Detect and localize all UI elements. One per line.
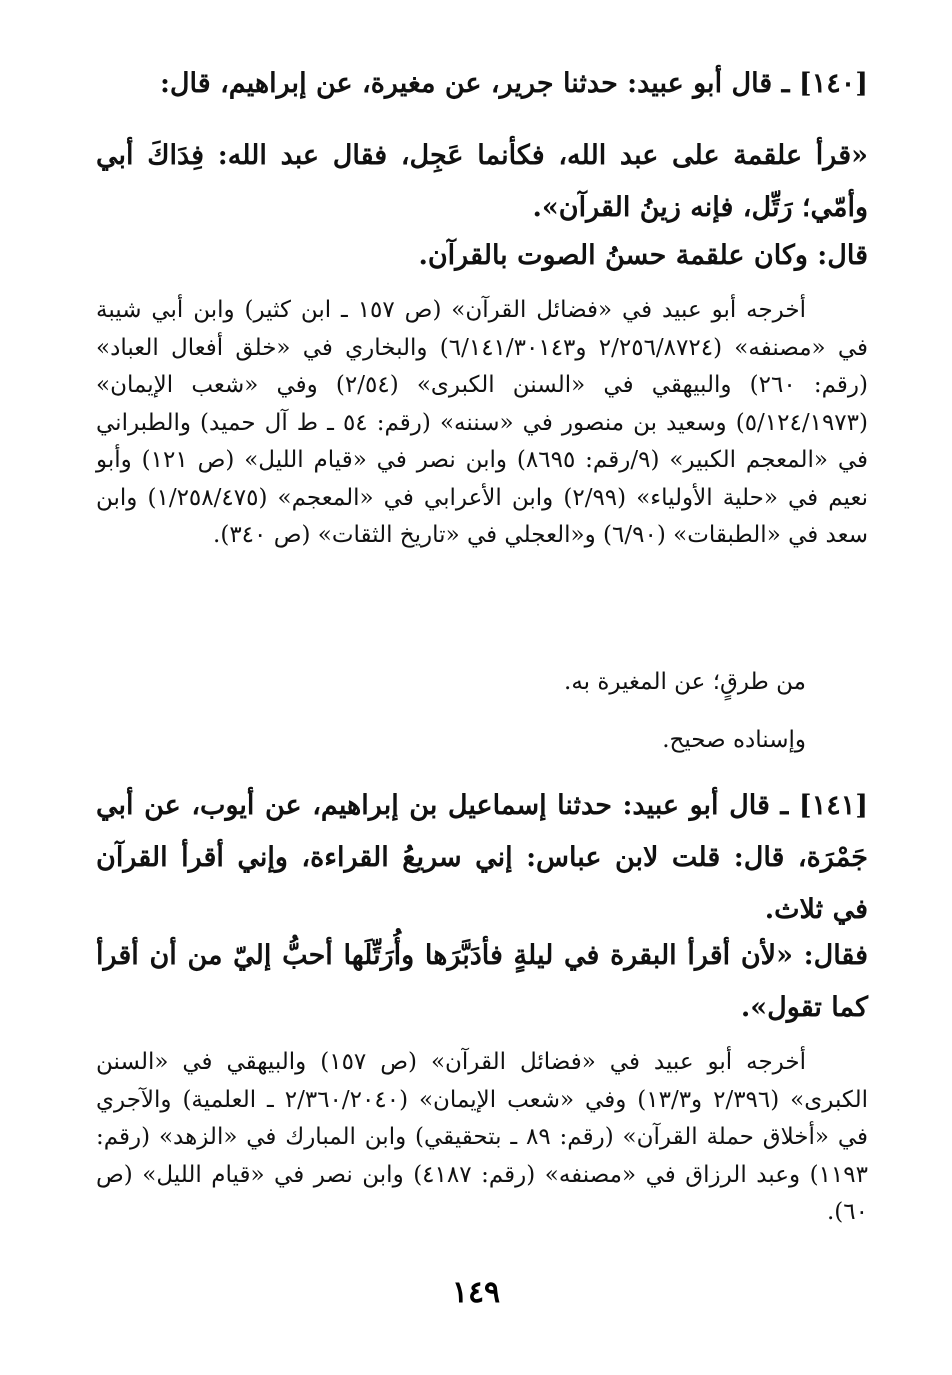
hadith-140-header: [١٤٠] ـ قال أبو عبيد: حدثنا جرير، عن مغيرة، عن إبراهيم، قال: (159, 68, 868, 99)
hadith-140-takhrij: أخرجه أبو عبيد في «فضائل القرآن» (ص ١٥٧ ـ ابن كثير) وابن أبي شيبة في «مصنفه» (٢/٢٥٦/٨٧٢٤ و٦/١٤١/٣٠١٤٣) والبخاري في «خلق أفعال العباد» (رقم: ٢٦٠) والبيهقي في «السنن الكبرى» (٢/٥٤) وفي «شعب الإيمان» (٥/١٢٤/١٩٧٣) وسعيد بن منصور في «سننه» (رقم: ٥٤ ـ ط آل حميد) والطبراني في «المعجم الكبير» (٩/رقم: ٨٦٩٥) وابن نصر في «قيام الليل» (ص ١٢١) وأبو نعيم في «حلية الأولياء» (٢/٩٩) وابن الأعرابي في «المعجم» (١/٢٥٨/٤٧٥) وابن سعد في «الطبقات» (٦/٩٠) و«العجلي في «تاريخ الثقات» (ص ٣٤٠). (96, 297, 869, 548)
hadith-140-addition: قال: وكان علقمة حسنُ الصوت بالقرآن. (418, 240, 868, 271)
page-number: ١٤٩ (451, 1275, 501, 1310)
hadith-141-text: فقال: «لأن أقرأ البقرة في ليلةٍ فأدَبَّرَها وأُرَتِّلَها أحبُّ إليّ من أن أقرأ كما تقول». (96, 940, 868, 1023)
hadith-140-grading: وإسناده صحيح. (662, 727, 806, 753)
hadith-141-header: [١٤١] ـ قال أبو عبيد: حدثنا إسماعيل بن إبراهيم، عن أيوب، عن أبي جَمْرَة، قال: قلت لابن عباس: إني سريعُ القراءة، وإني أقرأ القرآن في ثلاث. (96, 790, 868, 925)
book-page (96, 52, 868, 1352)
hadith-140-text: «قرأ علقمة على عبد الله، فكأنما عَجِل، فقال عبد الله: فِدَاكَ أبي وأمّي؛ رَتِّل، فإنه زينُ القرآن». (96, 140, 868, 223)
hadith-140-route: من طرقٍ؛ عن المغيرة به. (564, 669, 806, 695)
hadith-141-takhrij: أخرجه أبو عبيد في «فضائل القرآن» (ص ١٥٧) والبيهقي في «السنن الكبرى» (٢/٣٩٦ و١٣/٣) وفي «شعب الإيمان» (٢/٣٦٠/٢٠٤٠ ـ العلمية) والآجري في «أخلاق حملة القرآن» (رقم: ٨٩ ـ بتحقيقي) وابن المبارك في «الزهد» (رقم: ١١٩٣) وعبد الرزاق في «مصنفه» (رقم: ٤١٨٧) وابن نصر في «قيام الليل» (ص ٦٠). (96, 1049, 868, 1225)
